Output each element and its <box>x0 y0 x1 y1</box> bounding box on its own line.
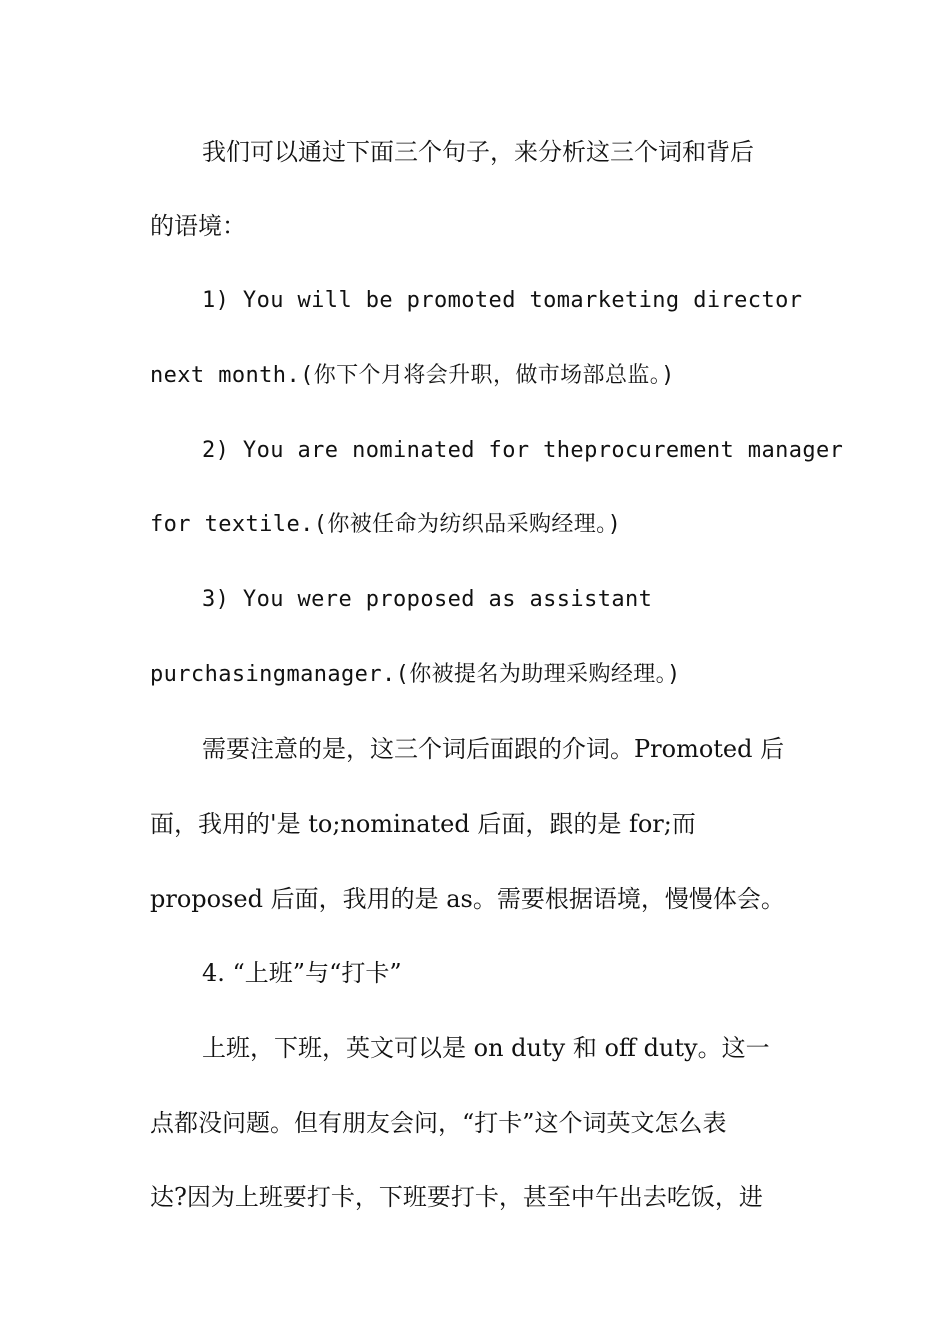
section-paragraph-line-1: 上班，下班，英文可以是 on duty 和 off duty。这一 <box>202 1034 770 1062</box>
note-line-1: 需要注意的是，这三个词后面跟的介词。Promoted 后 <box>202 735 785 763</box>
example-3-line-2: purchasingmanager.(你被提名为助理采购经理。) <box>150 662 681 687</box>
example-2-line-1: 2) You are nominated for theprocurement manager <box>202 438 844 463</box>
section-paragraph-line-3: 达?因为上班要打卡，下班要打卡，甚至中午出去吃饭，进 <box>150 1183 763 1211</box>
note-line-3: proposed 后面，我用的是 as。需要根据语境，慢慢体会。 <box>150 885 785 913</box>
note-line-2: 面，我用的'是 to;nominated 后面，跟的是 for;而 <box>150 810 696 838</box>
example-3-line-1: 3) You were proposed as assistant <box>202 587 653 612</box>
example-2-line-2: for textile.(你被任命为纺织品采购经理。) <box>150 512 622 537</box>
paragraph-intro-line-1: 我们可以通过下面三个句子，来分析这三个词和背后 <box>202 138 754 166</box>
example-1-line-1: 1) You will be promoted tomarketing director <box>202 288 803 313</box>
paragraph-intro-line-2: 的语境： <box>150 212 246 240</box>
section-heading: 4. “上班”与“打卡” <box>202 959 402 987</box>
section-paragraph-line-2: 点都没问题。但有朋友会问，“打卡”这个词英文怎么表 <box>150 1109 727 1137</box>
example-1-line-2: next month.(你下个月将会升职，做市场部总监。) <box>150 363 675 388</box>
